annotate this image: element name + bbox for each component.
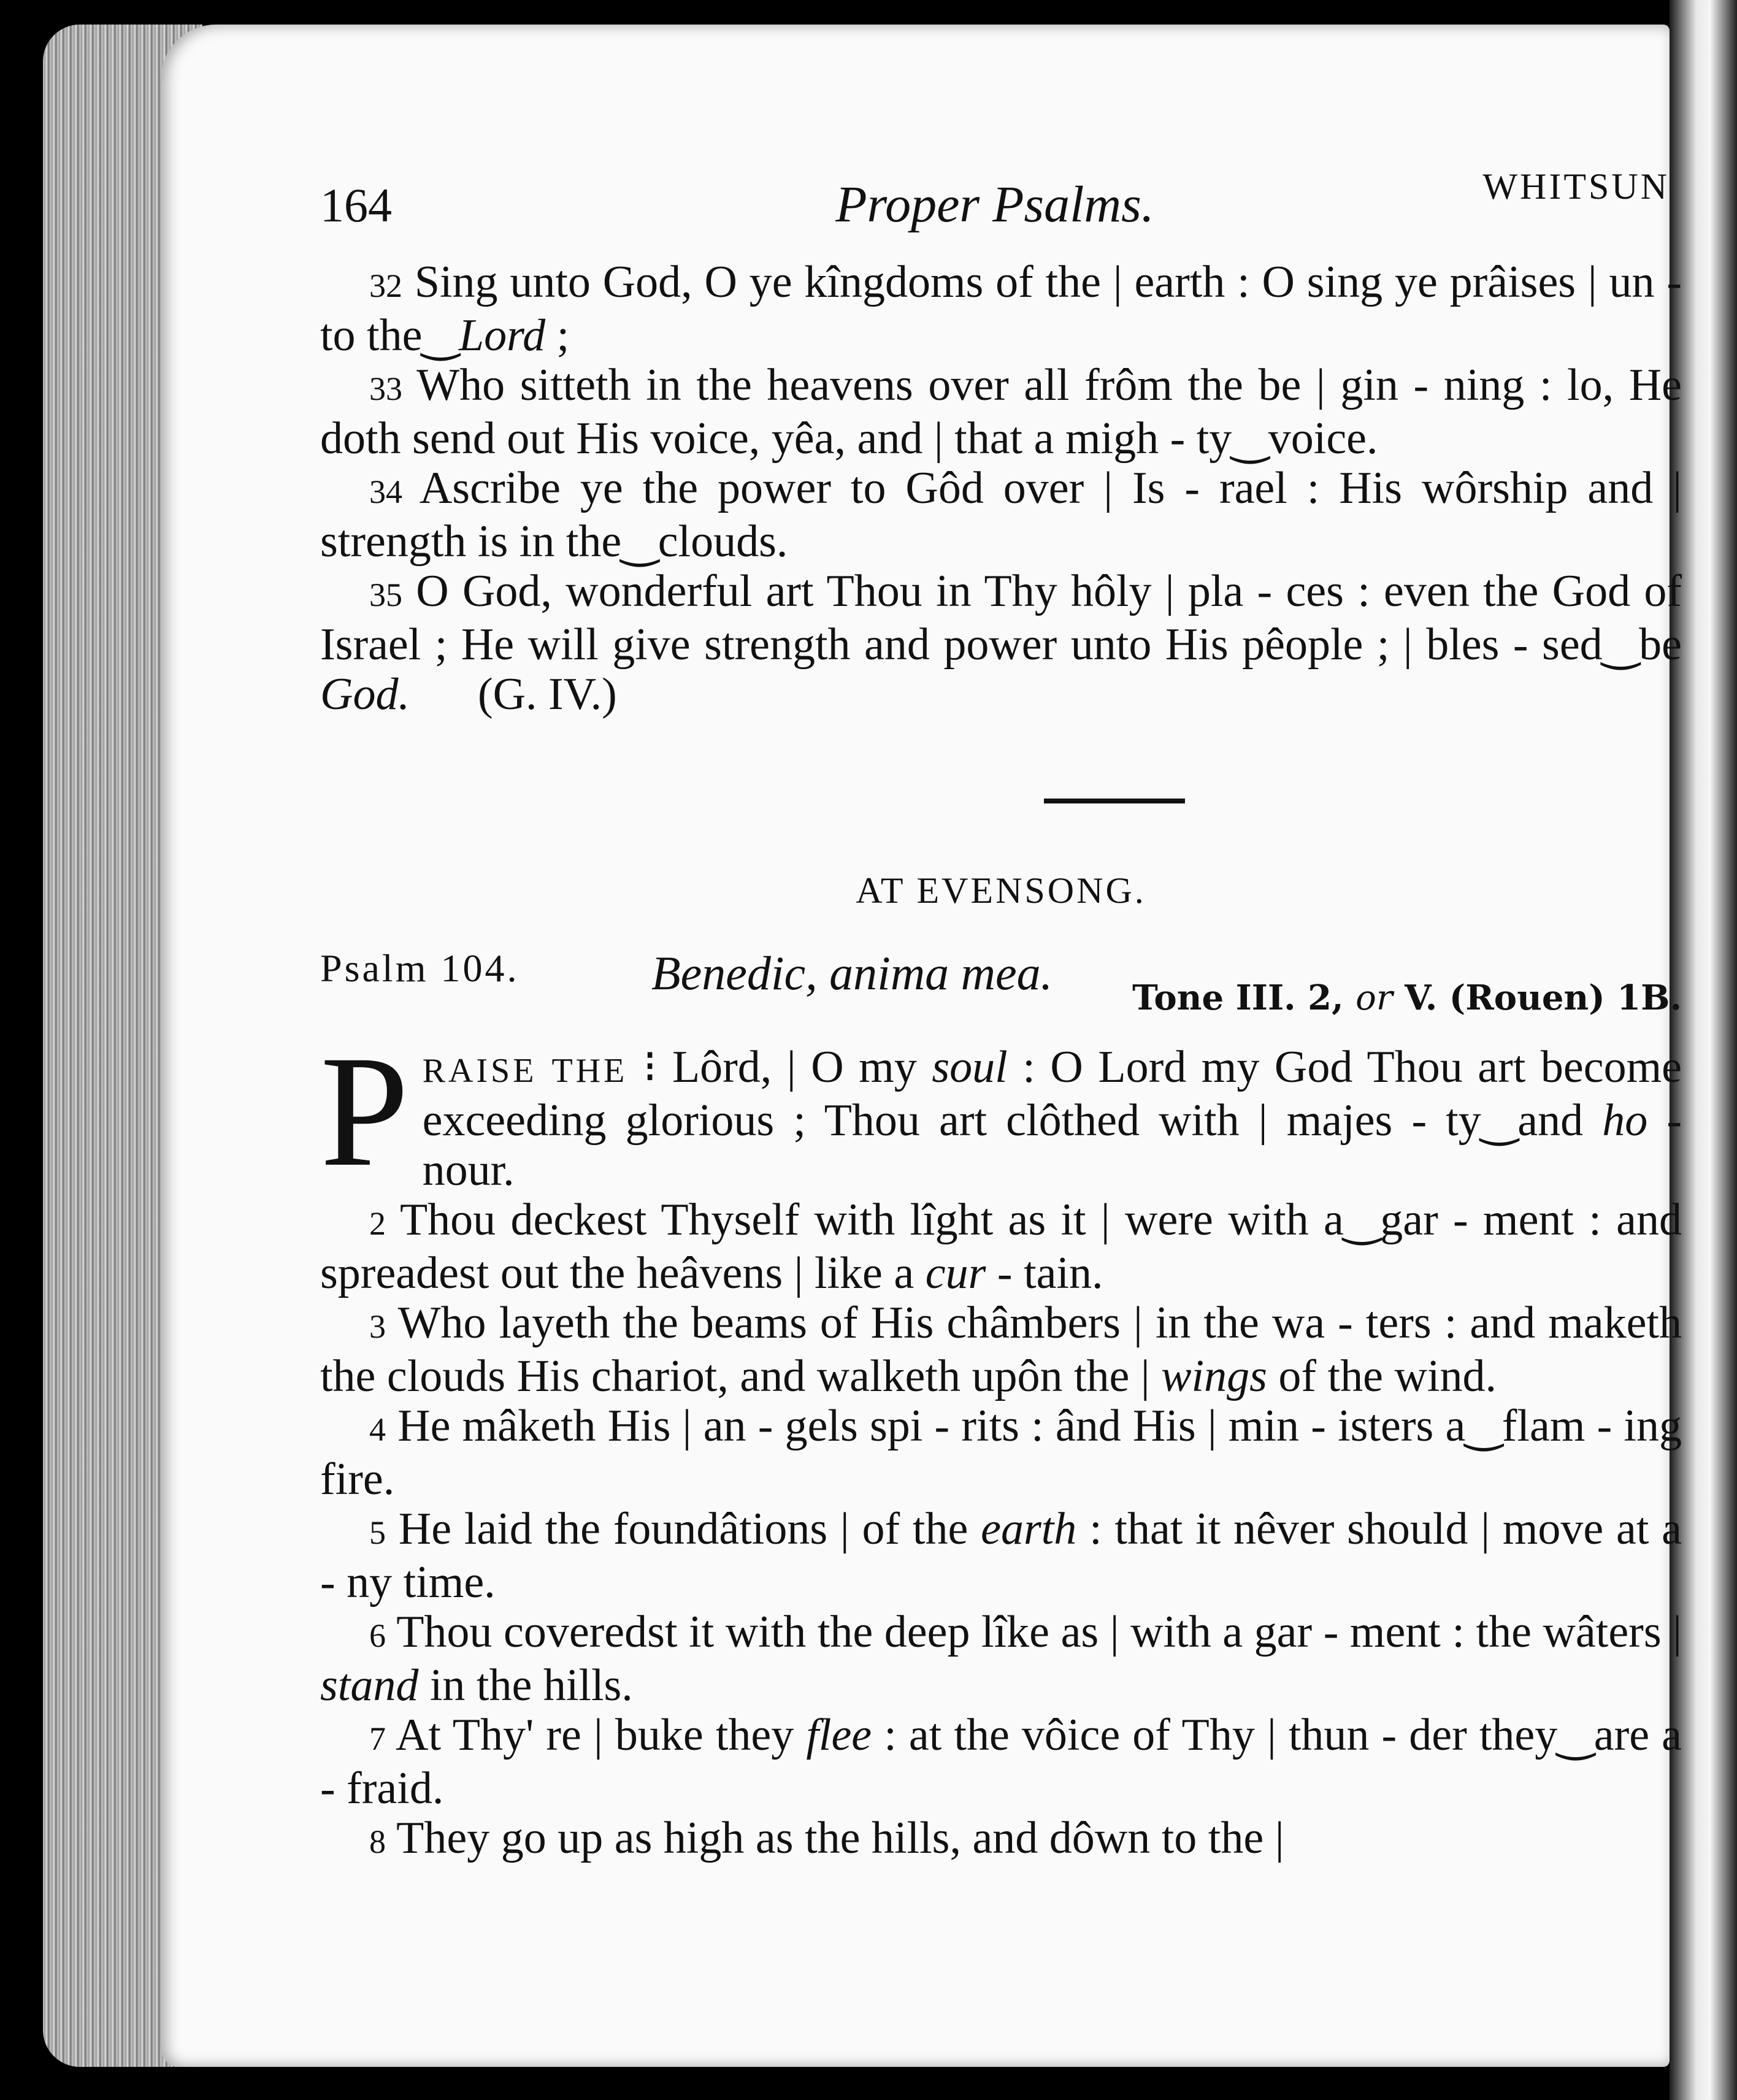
psalm-tone: Tone III. 2, or V. (Rouen) 1B. xyxy=(1132,978,1682,1018)
page-header xyxy=(320,159,1670,251)
psalm-number: Psalm 104. xyxy=(320,946,520,990)
section-divider xyxy=(1044,799,1185,803)
verse-4: 4 He mâketh His | an - gels spi - rits : ând His | min - isters a‿flam - ing fire. xyxy=(320,1401,1682,1504)
evensong-heading: AT EVENSONG. xyxy=(856,870,1146,911)
continued-psalm xyxy=(320,258,1682,719)
psalm-104-text xyxy=(320,1023,1682,1867)
verse-1: PRAISE THE ⁝ Lôrd, | O my soul : O Lord my God Thou art become exceeding glorious ; Thou art clôthed with | majes - ty‿and ho - nour. xyxy=(320,1023,1682,1200)
page-number: 164 xyxy=(320,178,392,232)
verse-3: 3 Who layeth the beams of His châmbers | in the wa - ters : and maketh the clouds His chariot, and walketh upôn the | wings of the wind. xyxy=(320,1298,1682,1401)
book-page xyxy=(161,25,1682,2067)
verse-32: 32 Sing unto God, O ye kîngdoms of the | earth : O sing ye prâises | un - to the‿Lord ; xyxy=(320,257,1682,361)
verse-2: 2 Thou deckest Thyself with lîght as it | were with a‿gar - ment : and spreadest out the heâvens | like a cur - tain. xyxy=(320,1195,1682,1298)
section-name: WHITSUN xyxy=(1482,166,1670,207)
verse-33: 33 Who sitteth in the heavens over all frôm the be | gin - ning : lo, He doth send out His voice, yêa, and | that a migh - ty‿voice. xyxy=(320,360,1682,464)
verse-7: 7 At Thy' re | buke they flee : at the vôice of Thy | thun - der they‿are a - fraid. xyxy=(320,1710,1682,1814)
verse-6: 6 Thou coveredst it with the deep lîke as | with a gar - ment : the wâters | stand in the hills. xyxy=(320,1607,1682,1711)
verse-8: 8 They go up as high as the hills, and dôwn to the | xyxy=(369,1813,1284,1863)
verse-35: 35 O God, wonderful art Thou in Thy hôly | pla - ces : even the God of Israel ; He will give strength and power unto His pêople ; | bles - sed‿be God. (G. IV.) xyxy=(320,566,1682,719)
verse-5: 5 He laid the foundâtions | of the earth : that it nêver should | move at a - ny time. xyxy=(320,1504,1682,1608)
running-title: Proper Psalms. xyxy=(835,176,1154,233)
psalm-latin-title: Benedic, anima mea. xyxy=(651,946,1053,1000)
drop-cap: P xyxy=(320,1023,409,1200)
verse-34: 34 Ascribe ye the power to Gôd over | Is - rael : His wôrship and | strength is in the‿clouds. xyxy=(320,463,1682,567)
